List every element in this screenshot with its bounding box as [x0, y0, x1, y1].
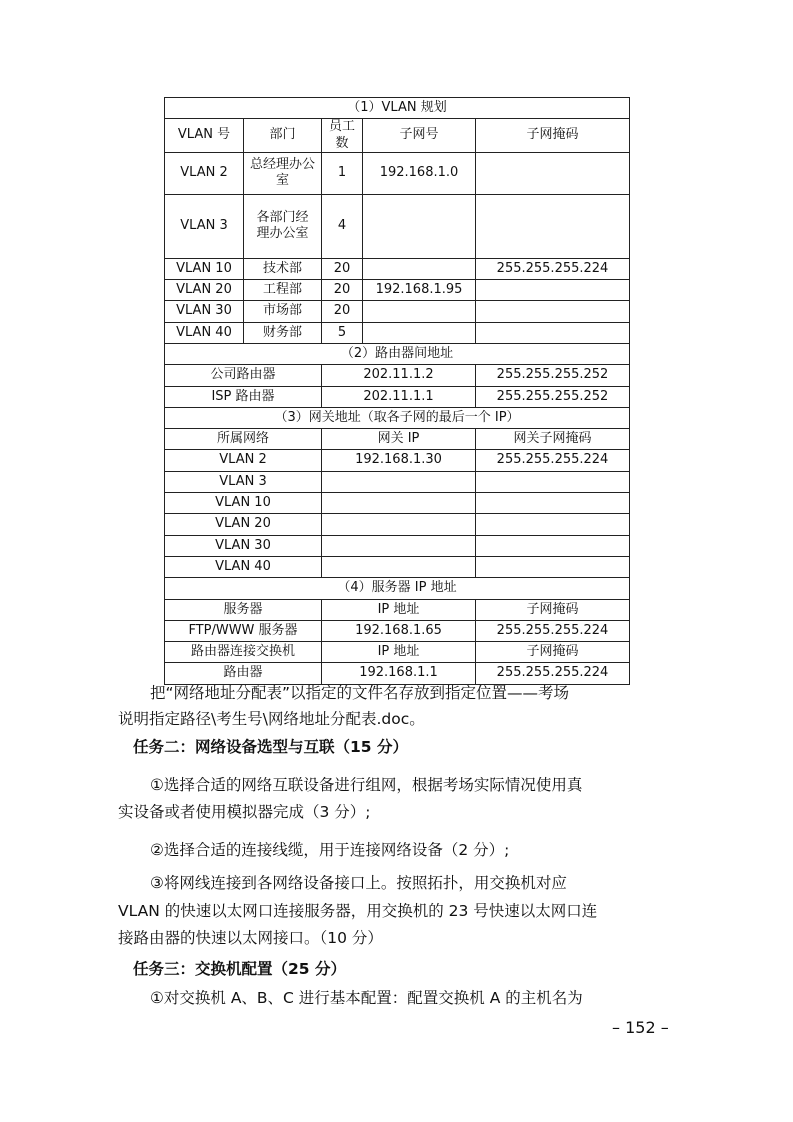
- cell: 255.255.255.224: [476, 258, 630, 279]
- cell: [363, 194, 476, 258]
- section-title-row: [165, 407, 630, 428]
- cell: 192.168.1.0: [363, 152, 476, 194]
- section-title: （3）网关地址（取各子网的最后一个 IP）: [165, 407, 630, 428]
- cell: ISP 路由器: [165, 386, 322, 407]
- cell: [476, 535, 630, 556]
- table-row: [165, 152, 630, 194]
- cell: [322, 535, 476, 556]
- cell: 192.168.1.95: [363, 280, 476, 301]
- column-header: 路由器连接交换机: [165, 642, 322, 663]
- table-row: [165, 493, 630, 514]
- column-header: IP 地址: [322, 642, 476, 663]
- table-row: [165, 514, 630, 535]
- section-title: （4）服务器 IP 地址: [165, 578, 630, 599]
- cell: 202.11.1.2: [322, 365, 476, 386]
- cell: VLAN 2: [165, 152, 244, 194]
- cell: [476, 152, 630, 194]
- task-heading: 任务三：交换机配置（25 分）: [133, 960, 346, 978]
- paragraph-line: ①对交换机 A、B、C 进行基本配置：配置交换机 A 的主机名为: [150, 989, 583, 1007]
- table-row: [165, 365, 630, 386]
- table-row: [165, 471, 630, 492]
- cell: [476, 280, 630, 301]
- cell: VLAN 3: [165, 194, 244, 258]
- cell: 工程部: [244, 280, 322, 301]
- page-number: – 152 –: [612, 1018, 669, 1037]
- cell: 20: [322, 280, 363, 301]
- cell: 255.255.255.224: [476, 450, 630, 471]
- paragraph-line: ②选择合适的连接线缆，用于连接网络设备（2 分）;: [150, 841, 510, 859]
- table-header-row: [165, 599, 630, 620]
- cell: [476, 322, 630, 343]
- cell: 255.255.255.224: [476, 663, 630, 684]
- table-row: [165, 280, 630, 301]
- cell: VLAN 10: [165, 258, 244, 279]
- cell: 技术部: [244, 258, 322, 279]
- cell: 255.255.255.252: [476, 365, 630, 386]
- cell: 市场部: [244, 301, 322, 322]
- section-title-row: [165, 578, 630, 599]
- column-header: VLAN 号: [165, 119, 244, 153]
- cell: VLAN 30: [165, 301, 244, 322]
- cell: 1: [322, 152, 363, 194]
- paragraph-line: 实设备或者使用模拟器完成（3 分）;: [118, 803, 371, 821]
- cell: [363, 258, 476, 279]
- paragraph-line: 接路由器的快速以太网接口。（10 分）: [118, 929, 383, 947]
- column-header: 子网掩码: [476, 642, 630, 663]
- cell: 255.255.255.224: [476, 620, 630, 641]
- column-header: 部门: [244, 119, 322, 153]
- column-header: 子网号: [363, 119, 476, 153]
- section-title-row: [165, 343, 630, 364]
- cell: 总经理办公室: [244, 152, 322, 194]
- cell: [476, 471, 630, 492]
- column-header: 子网掩码: [476, 599, 630, 620]
- table-row: [165, 663, 630, 684]
- table-header-row: [165, 642, 630, 663]
- cell: [476, 301, 630, 322]
- paragraph-line: 说明指定路径\考生号\网络地址分配表.doc。: [118, 710, 425, 728]
- network-address-table: [164, 97, 630, 685]
- cell: 4: [322, 194, 363, 258]
- cell: 192.168.1.65: [322, 620, 476, 641]
- cell: 各部门经理办公室: [244, 194, 322, 258]
- paragraph-line: 把“网络地址分配表”以指定的文件名存放到指定位置——考场: [150, 684, 570, 702]
- cell: 192.168.1.1: [322, 663, 476, 684]
- table-row: [165, 301, 630, 322]
- paragraph-line: ③将网线连接到各网络设备接口上。按照拓扑，用交换机对应: [150, 874, 567, 892]
- cell: VLAN 3: [165, 471, 322, 492]
- section-title: （2）路由器间地址: [165, 343, 630, 364]
- cell: VLAN 40: [165, 322, 244, 343]
- cell: [322, 471, 476, 492]
- column-header: 服务器: [165, 599, 322, 620]
- column-header: IP 地址: [322, 599, 476, 620]
- cell: FTP/WWW 服务器: [165, 620, 322, 641]
- cell: 255.255.255.252: [476, 386, 630, 407]
- cell: 20: [322, 258, 363, 279]
- cell: [322, 514, 476, 535]
- task-heading: 任务二：网络设备选型与互联（15 分）: [133, 738, 408, 756]
- table-row: [165, 556, 630, 577]
- cell: VLAN 30: [165, 535, 322, 556]
- cell: 202.11.1.1: [322, 386, 476, 407]
- table-row: [165, 450, 630, 471]
- cell: [476, 194, 630, 258]
- cell: [476, 493, 630, 514]
- table-row: [165, 620, 630, 641]
- section-title-row: [165, 98, 630, 119]
- table-row: [165, 535, 630, 556]
- column-header: 员工数: [322, 119, 363, 153]
- cell: [322, 493, 476, 514]
- cell: 公司路由器: [165, 365, 322, 386]
- cell: 财务部: [244, 322, 322, 343]
- cell: [476, 514, 630, 535]
- column-header: 子网掩码: [476, 119, 630, 153]
- column-header: 网关 IP: [322, 429, 476, 450]
- cell: VLAN 2: [165, 450, 322, 471]
- section-title: （1）VLAN 规划: [165, 98, 630, 119]
- table-row: [165, 258, 630, 279]
- paragraph-line: ①选择合适的网络互联设备进行组网，根据考场实际情况使用真: [150, 776, 583, 794]
- table-row: [165, 386, 630, 407]
- cell: [363, 301, 476, 322]
- cell: 路由器: [165, 663, 322, 684]
- cell: [476, 556, 630, 577]
- column-header: 所属网络: [165, 429, 322, 450]
- cell: 192.168.1.30: [322, 450, 476, 471]
- cell: VLAN 40: [165, 556, 322, 577]
- table-header-row: [165, 429, 630, 450]
- cell: [363, 322, 476, 343]
- cell: VLAN 20: [165, 514, 322, 535]
- cell: VLAN 20: [165, 280, 244, 301]
- cell: VLAN 10: [165, 493, 322, 514]
- cell: [322, 556, 476, 577]
- table-header-row: [165, 119, 630, 153]
- table-row: [165, 194, 630, 258]
- column-header: 网关子网掩码: [476, 429, 630, 450]
- paragraph-line: VLAN 的快速以太网口连接服务器，用交换机的 23 号快速以太网口连: [118, 902, 598, 920]
- table-row: [165, 322, 630, 343]
- cell: 5: [322, 322, 363, 343]
- cell: 20: [322, 301, 363, 322]
